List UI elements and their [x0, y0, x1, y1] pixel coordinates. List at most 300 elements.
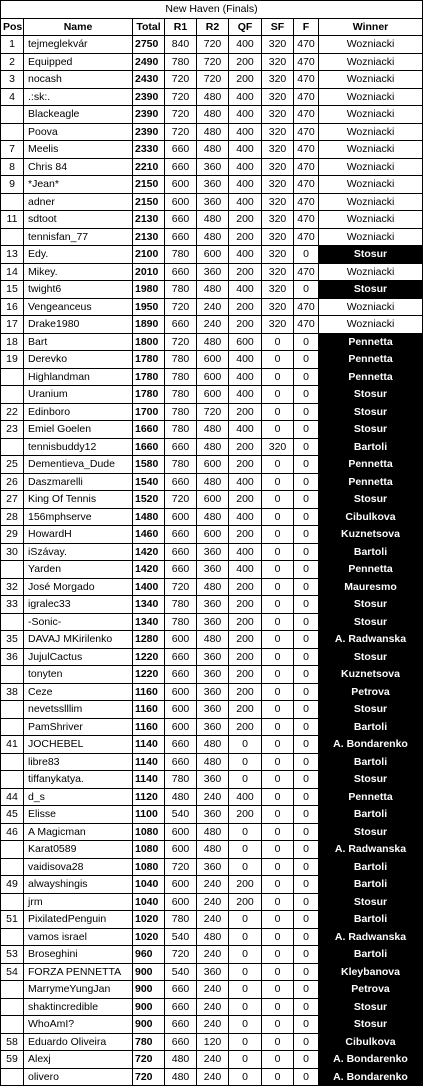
cell-qf: 200	[229, 701, 262, 719]
cell-sf: 320	[262, 53, 294, 71]
cell-qf: 200	[229, 648, 262, 666]
cell-r1: 660	[165, 211, 197, 229]
cell-r2: 360	[197, 561, 229, 579]
cell-pos: 8	[1, 158, 24, 176]
table-row	[1, 263, 423, 281]
cell-total: 1540	[133, 473, 165, 491]
cell-name: 156mphserve	[24, 508, 133, 526]
cell-r2: 360	[197, 718, 229, 736]
cell-pos	[1, 701, 24, 719]
cell-winner: Stosur	[319, 771, 423, 789]
cell-total: 2390	[133, 106, 165, 124]
cell-winner: Stosur	[319, 998, 423, 1016]
table-row	[1, 823, 423, 841]
table-row	[1, 71, 423, 89]
cell-total: 1160	[133, 718, 165, 736]
cell-r1: 840	[165, 36, 197, 54]
table-row	[1, 1016, 423, 1034]
cell-f: 0	[294, 963, 319, 981]
cell-total: 2330	[133, 141, 165, 159]
cell-pos	[1, 193, 24, 211]
cell-name: vaidisova28	[24, 858, 133, 876]
cell-name: Dementieva_Dude	[24, 456, 133, 474]
cell-r2: 240	[197, 876, 229, 894]
cell-f: 0	[294, 998, 319, 1016]
cell-f: 0	[294, 473, 319, 491]
table-row	[1, 771, 423, 789]
cell-qf: 400	[229, 246, 262, 264]
cell-f: 0	[294, 368, 319, 386]
cell-name: José Morgado	[24, 578, 133, 596]
table-row	[1, 88, 423, 106]
cell-total: 1020	[133, 928, 165, 946]
cell-name: Chris 84	[24, 158, 133, 176]
cell-r2: 480	[197, 823, 229, 841]
cell-r2: 480	[197, 281, 229, 299]
cell-sf: 0	[262, 998, 294, 1016]
cell-pos: 18	[1, 333, 24, 351]
cell-qf: 0	[229, 736, 262, 754]
cell-pos	[1, 386, 24, 404]
cell-pos	[1, 438, 24, 456]
cell-pos	[1, 841, 24, 859]
cell-name: tonyten	[24, 666, 133, 684]
cell-qf: 0	[229, 841, 262, 859]
cell-sf: 0	[262, 403, 294, 421]
cell-f: 0	[294, 543, 319, 561]
cell-sf: 0	[262, 456, 294, 474]
cell-name: iSzávay.	[24, 543, 133, 561]
cell-sf: 0	[262, 1051, 294, 1069]
cell-qf: 200	[229, 876, 262, 894]
cell-winner: Pennetta	[319, 333, 423, 351]
cell-name: tennisbuddy12	[24, 438, 133, 456]
cell-pos	[1, 1016, 24, 1034]
cell-winner: Stosur	[319, 421, 423, 439]
cell-total: 900	[133, 963, 165, 981]
cell-name: igralec33	[24, 596, 133, 614]
cell-name: jrm	[24, 893, 133, 911]
cell-sf: 320	[262, 263, 294, 281]
cell-qf: 200	[229, 211, 262, 229]
cell-qf: 0	[229, 981, 262, 999]
cell-total: 1280	[133, 631, 165, 649]
cell-pos: 26	[1, 473, 24, 491]
cell-name: tennisfan_77	[24, 228, 133, 246]
cell-sf: 0	[262, 333, 294, 351]
cell-total: 720	[133, 1068, 165, 1086]
cell-total: 1120	[133, 788, 165, 806]
cell-sf: 320	[262, 141, 294, 159]
cell-qf: 200	[229, 806, 262, 824]
cell-total: 1420	[133, 561, 165, 579]
cell-winner: Cibulkova	[319, 1033, 423, 1051]
cell-r1: 720	[165, 946, 197, 964]
cell-f: 0	[294, 876, 319, 894]
cell-name: King Of Tennis	[24, 491, 133, 509]
cell-sf: 320	[262, 193, 294, 211]
table-row	[1, 736, 423, 754]
cell-sf: 0	[262, 561, 294, 579]
table-row	[1, 701, 423, 719]
cell-name: adner	[24, 193, 133, 211]
cell-winner: Mauresmo	[319, 578, 423, 596]
cell-name: Emiel Goelen	[24, 421, 133, 439]
cell-pos: 32	[1, 578, 24, 596]
cell-r2: 240	[197, 893, 229, 911]
table-row	[1, 316, 423, 334]
cell-sf: 320	[262, 158, 294, 176]
cell-name: Vengeanceus	[24, 298, 133, 316]
cell-total: 2390	[133, 123, 165, 141]
cell-pos: 29	[1, 526, 24, 544]
cell-name: A Magicman	[24, 823, 133, 841]
cell-sf: 320	[262, 281, 294, 299]
cell-sf: 0	[262, 648, 294, 666]
cell-sf: 0	[262, 893, 294, 911]
cell-pos	[1, 928, 24, 946]
cell-winner: Stosur	[319, 648, 423, 666]
cell-winner: A. Radwanska	[319, 631, 423, 649]
cell-sf: 0	[262, 963, 294, 981]
cell-sf: 0	[262, 421, 294, 439]
table-row	[1, 106, 423, 124]
cell-name: libre83	[24, 753, 133, 771]
cell-f: 0	[294, 561, 319, 579]
table-row	[1, 368, 423, 386]
cell-r2: 360	[197, 683, 229, 701]
cell-qf: 400	[229, 368, 262, 386]
cell-pos	[1, 368, 24, 386]
cell-total: 780	[133, 1033, 165, 1051]
cell-r1: 660	[165, 526, 197, 544]
cell-total: 1100	[133, 806, 165, 824]
cell-pos	[1, 106, 24, 124]
cell-name: *Jean*	[24, 176, 133, 194]
cell-f: 0	[294, 526, 319, 544]
cell-name: JujulCactus	[24, 648, 133, 666]
cell-total: 1140	[133, 736, 165, 754]
cell-name: nevetsslllim	[24, 701, 133, 719]
table-row	[1, 963, 423, 981]
cell-qf: 400	[229, 508, 262, 526]
cell-sf: 0	[262, 578, 294, 596]
cell-r2: 240	[197, 911, 229, 929]
cell-name: MarrymeYungJan	[24, 981, 133, 999]
cell-qf: 400	[229, 421, 262, 439]
cell-r2: 720	[197, 53, 229, 71]
cell-pos	[1, 981, 24, 999]
cell-total: 2150	[133, 193, 165, 211]
cell-pos: 45	[1, 806, 24, 824]
cell-r1: 660	[165, 228, 197, 246]
cell-name: Elisse	[24, 806, 133, 824]
cell-qf: 0	[229, 963, 262, 981]
cell-qf: 400	[229, 193, 262, 211]
cell-r1: 660	[165, 1033, 197, 1051]
cell-qf: 400	[229, 386, 262, 404]
cell-total: 1080	[133, 841, 165, 859]
table-row	[1, 176, 423, 194]
table-row	[1, 561, 423, 579]
cell-r1: 600	[165, 176, 197, 194]
cell-name: JOCHEBEL	[24, 736, 133, 754]
cell-qf: 200	[229, 316, 262, 334]
cell-total: 1080	[133, 858, 165, 876]
cell-sf: 320	[262, 71, 294, 89]
cell-winner: Pennetta	[319, 456, 423, 474]
cell-qf: 200	[229, 631, 262, 649]
cell-r2: 480	[197, 211, 229, 229]
cell-winner: A. Radwanska	[319, 841, 423, 859]
table-row	[1, 841, 423, 859]
header-total: Total	[133, 18, 165, 36]
cell-f: 470	[294, 263, 319, 281]
cell-pos: 27	[1, 491, 24, 509]
cell-r1: 660	[165, 998, 197, 1016]
table-row	[1, 281, 423, 299]
cell-pos: 25	[1, 456, 24, 474]
cell-r1: 780	[165, 351, 197, 369]
table-row	[1, 158, 423, 176]
cell-r2: 360	[197, 176, 229, 194]
cell-r1: 600	[165, 718, 197, 736]
cell-qf: 200	[229, 263, 262, 281]
cell-qf: 400	[229, 788, 262, 806]
cell-r2: 240	[197, 298, 229, 316]
cell-total: 2210	[133, 158, 165, 176]
cell-r1: 600	[165, 701, 197, 719]
cell-pos: 13	[1, 246, 24, 264]
cell-f: 0	[294, 613, 319, 631]
cell-r2: 720	[197, 71, 229, 89]
table-row	[1, 351, 423, 369]
cell-total: 1040	[133, 876, 165, 894]
cell-qf: 400	[229, 123, 262, 141]
cell-f: 0	[294, 1068, 319, 1086]
cell-r2: 360	[197, 701, 229, 719]
cell-sf: 320	[262, 176, 294, 194]
cell-pos: 33	[1, 596, 24, 614]
cell-sf: 0	[262, 1033, 294, 1051]
cell-pos	[1, 753, 24, 771]
cell-qf: 200	[229, 526, 262, 544]
table-title: New Haven (Finals)	[1, 1, 423, 19]
cell-pos: 59	[1, 1051, 24, 1069]
cell-r1: 780	[165, 596, 197, 614]
cell-sf: 0	[262, 596, 294, 614]
cell-r1: 720	[165, 88, 197, 106]
table-row	[1, 631, 423, 649]
cell-total: 1460	[133, 526, 165, 544]
cell-f: 0	[294, 1051, 319, 1069]
cell-total: 1220	[133, 648, 165, 666]
cell-r1: 480	[165, 788, 197, 806]
cell-sf: 0	[262, 1016, 294, 1034]
cell-winner: Petrova	[319, 683, 423, 701]
cell-pos	[1, 893, 24, 911]
cell-winner: Wozniacki	[319, 88, 423, 106]
header-r1: R1	[165, 18, 197, 36]
cell-f: 470	[294, 53, 319, 71]
table-row	[1, 298, 423, 316]
cell-f: 0	[294, 806, 319, 824]
cell-qf: 400	[229, 36, 262, 54]
cell-r1: 660	[165, 543, 197, 561]
cell-qf: 0	[229, 1016, 262, 1034]
cell-r2: 720	[197, 403, 229, 421]
cell-winner: A. Bondarenko	[319, 736, 423, 754]
cell-winner: Stosur	[319, 281, 423, 299]
cell-sf: 320	[262, 298, 294, 316]
table-row	[1, 911, 423, 929]
cell-r2: 360	[197, 666, 229, 684]
cell-qf: 0	[229, 753, 262, 771]
cell-pos: 17	[1, 316, 24, 334]
cell-winner: Wozniacki	[319, 228, 423, 246]
cell-r1: 660	[165, 316, 197, 334]
cell-winner: Wozniacki	[319, 36, 423, 54]
cell-sf: 0	[262, 788, 294, 806]
cell-total: 1780	[133, 368, 165, 386]
cell-r1: 660	[165, 736, 197, 754]
cell-qf: 200	[229, 613, 262, 631]
cell-f: 0	[294, 771, 319, 789]
cell-qf: 200	[229, 596, 262, 614]
cell-name: DAVAJ MKirilenko	[24, 631, 133, 649]
cell-qf: 200	[229, 71, 262, 89]
table-row	[1, 753, 423, 771]
table-row	[1, 228, 423, 246]
cell-name: Drake1980	[24, 316, 133, 334]
cell-f: 0	[294, 421, 319, 439]
cell-pos: 4	[1, 88, 24, 106]
cell-r2: 360	[197, 613, 229, 631]
table-row	[1, 1051, 423, 1069]
table-row	[1, 473, 423, 491]
cell-r1: 780	[165, 456, 197, 474]
cell-pos: 7	[1, 141, 24, 159]
table-row	[1, 526, 423, 544]
cell-qf: 200	[229, 456, 262, 474]
cell-name: Alexj	[24, 1051, 133, 1069]
cell-name: tejmeglekvár	[24, 36, 133, 54]
cell-total: 1140	[133, 753, 165, 771]
cell-r1: 780	[165, 281, 197, 299]
table-row	[1, 543, 423, 561]
cell-total: 1890	[133, 316, 165, 334]
cell-total: 2390	[133, 88, 165, 106]
cell-r2: 480	[197, 841, 229, 859]
cell-qf: 0	[229, 998, 262, 1016]
cell-r2: 720	[197, 36, 229, 54]
table-body	[1, 36, 423, 1086]
cell-r1: 660	[165, 1016, 197, 1034]
cell-sf: 0	[262, 1068, 294, 1086]
table-row	[1, 141, 423, 159]
cell-r2: 600	[197, 246, 229, 264]
table-row	[1, 1033, 423, 1051]
cell-r2: 480	[197, 578, 229, 596]
cell-pos: 23	[1, 421, 24, 439]
cell-r2: 360	[197, 263, 229, 281]
cell-r2: 480	[197, 928, 229, 946]
cell-sf: 0	[262, 666, 294, 684]
cell-sf: 0	[262, 473, 294, 491]
cell-total: 1780	[133, 351, 165, 369]
cell-name: d_s	[24, 788, 133, 806]
cell-sf: 0	[262, 543, 294, 561]
cell-pos	[1, 1068, 24, 1086]
cell-sf: 0	[262, 631, 294, 649]
cell-r2: 480	[197, 88, 229, 106]
cell-sf: 0	[262, 683, 294, 701]
cell-f: 0	[294, 701, 319, 719]
cell-pos: 54	[1, 963, 24, 981]
cell-pos: 38	[1, 683, 24, 701]
cell-name: .:sk:.	[24, 88, 133, 106]
cell-name: Bart	[24, 333, 133, 351]
cell-total: 1700	[133, 403, 165, 421]
cell-r1: 780	[165, 403, 197, 421]
cell-r2: 480	[197, 753, 229, 771]
cell-r1: 600	[165, 508, 197, 526]
cell-r1: 540	[165, 928, 197, 946]
cell-qf: 200	[229, 683, 262, 701]
cell-winner: Wozniacki	[319, 158, 423, 176]
cell-r1: 720	[165, 858, 197, 876]
cell-qf: 400	[229, 473, 262, 491]
cell-r1: 480	[165, 1051, 197, 1069]
cell-winner: A. Bondarenko	[319, 1068, 423, 1086]
table-row	[1, 246, 423, 264]
table-row	[1, 648, 423, 666]
cell-winner: Stosur	[319, 1016, 423, 1034]
cell-f: 470	[294, 88, 319, 106]
cell-sf: 0	[262, 736, 294, 754]
cell-f: 0	[294, 596, 319, 614]
cell-winner: Stosur	[319, 701, 423, 719]
cell-f: 0	[294, 928, 319, 946]
cell-qf: 0	[229, 858, 262, 876]
cell-sf: 0	[262, 911, 294, 929]
cell-total: 2430	[133, 71, 165, 89]
cell-qf: 200	[229, 298, 262, 316]
cell-pos: 15	[1, 281, 24, 299]
cell-r2: 480	[197, 421, 229, 439]
cell-sf: 320	[262, 228, 294, 246]
cell-winner: Wozniacki	[319, 263, 423, 281]
cell-r1: 660	[165, 473, 197, 491]
cell-qf: 0	[229, 946, 262, 964]
cell-winner: Pennetta	[319, 561, 423, 579]
cell-r2: 360	[197, 771, 229, 789]
cell-total: 1780	[133, 386, 165, 404]
cell-total: 960	[133, 946, 165, 964]
cell-pos	[1, 998, 24, 1016]
cell-winner: Petrova	[319, 981, 423, 999]
cell-sf: 0	[262, 928, 294, 946]
cell-f: 470	[294, 316, 319, 334]
cell-pos: 44	[1, 788, 24, 806]
cell-r1: 660	[165, 141, 197, 159]
cell-winner: Bartoli	[319, 718, 423, 736]
table-row	[1, 928, 423, 946]
cell-f: 0	[294, 753, 319, 771]
cell-pos	[1, 666, 24, 684]
table-row	[1, 333, 423, 351]
cell-f: 0	[294, 351, 319, 369]
